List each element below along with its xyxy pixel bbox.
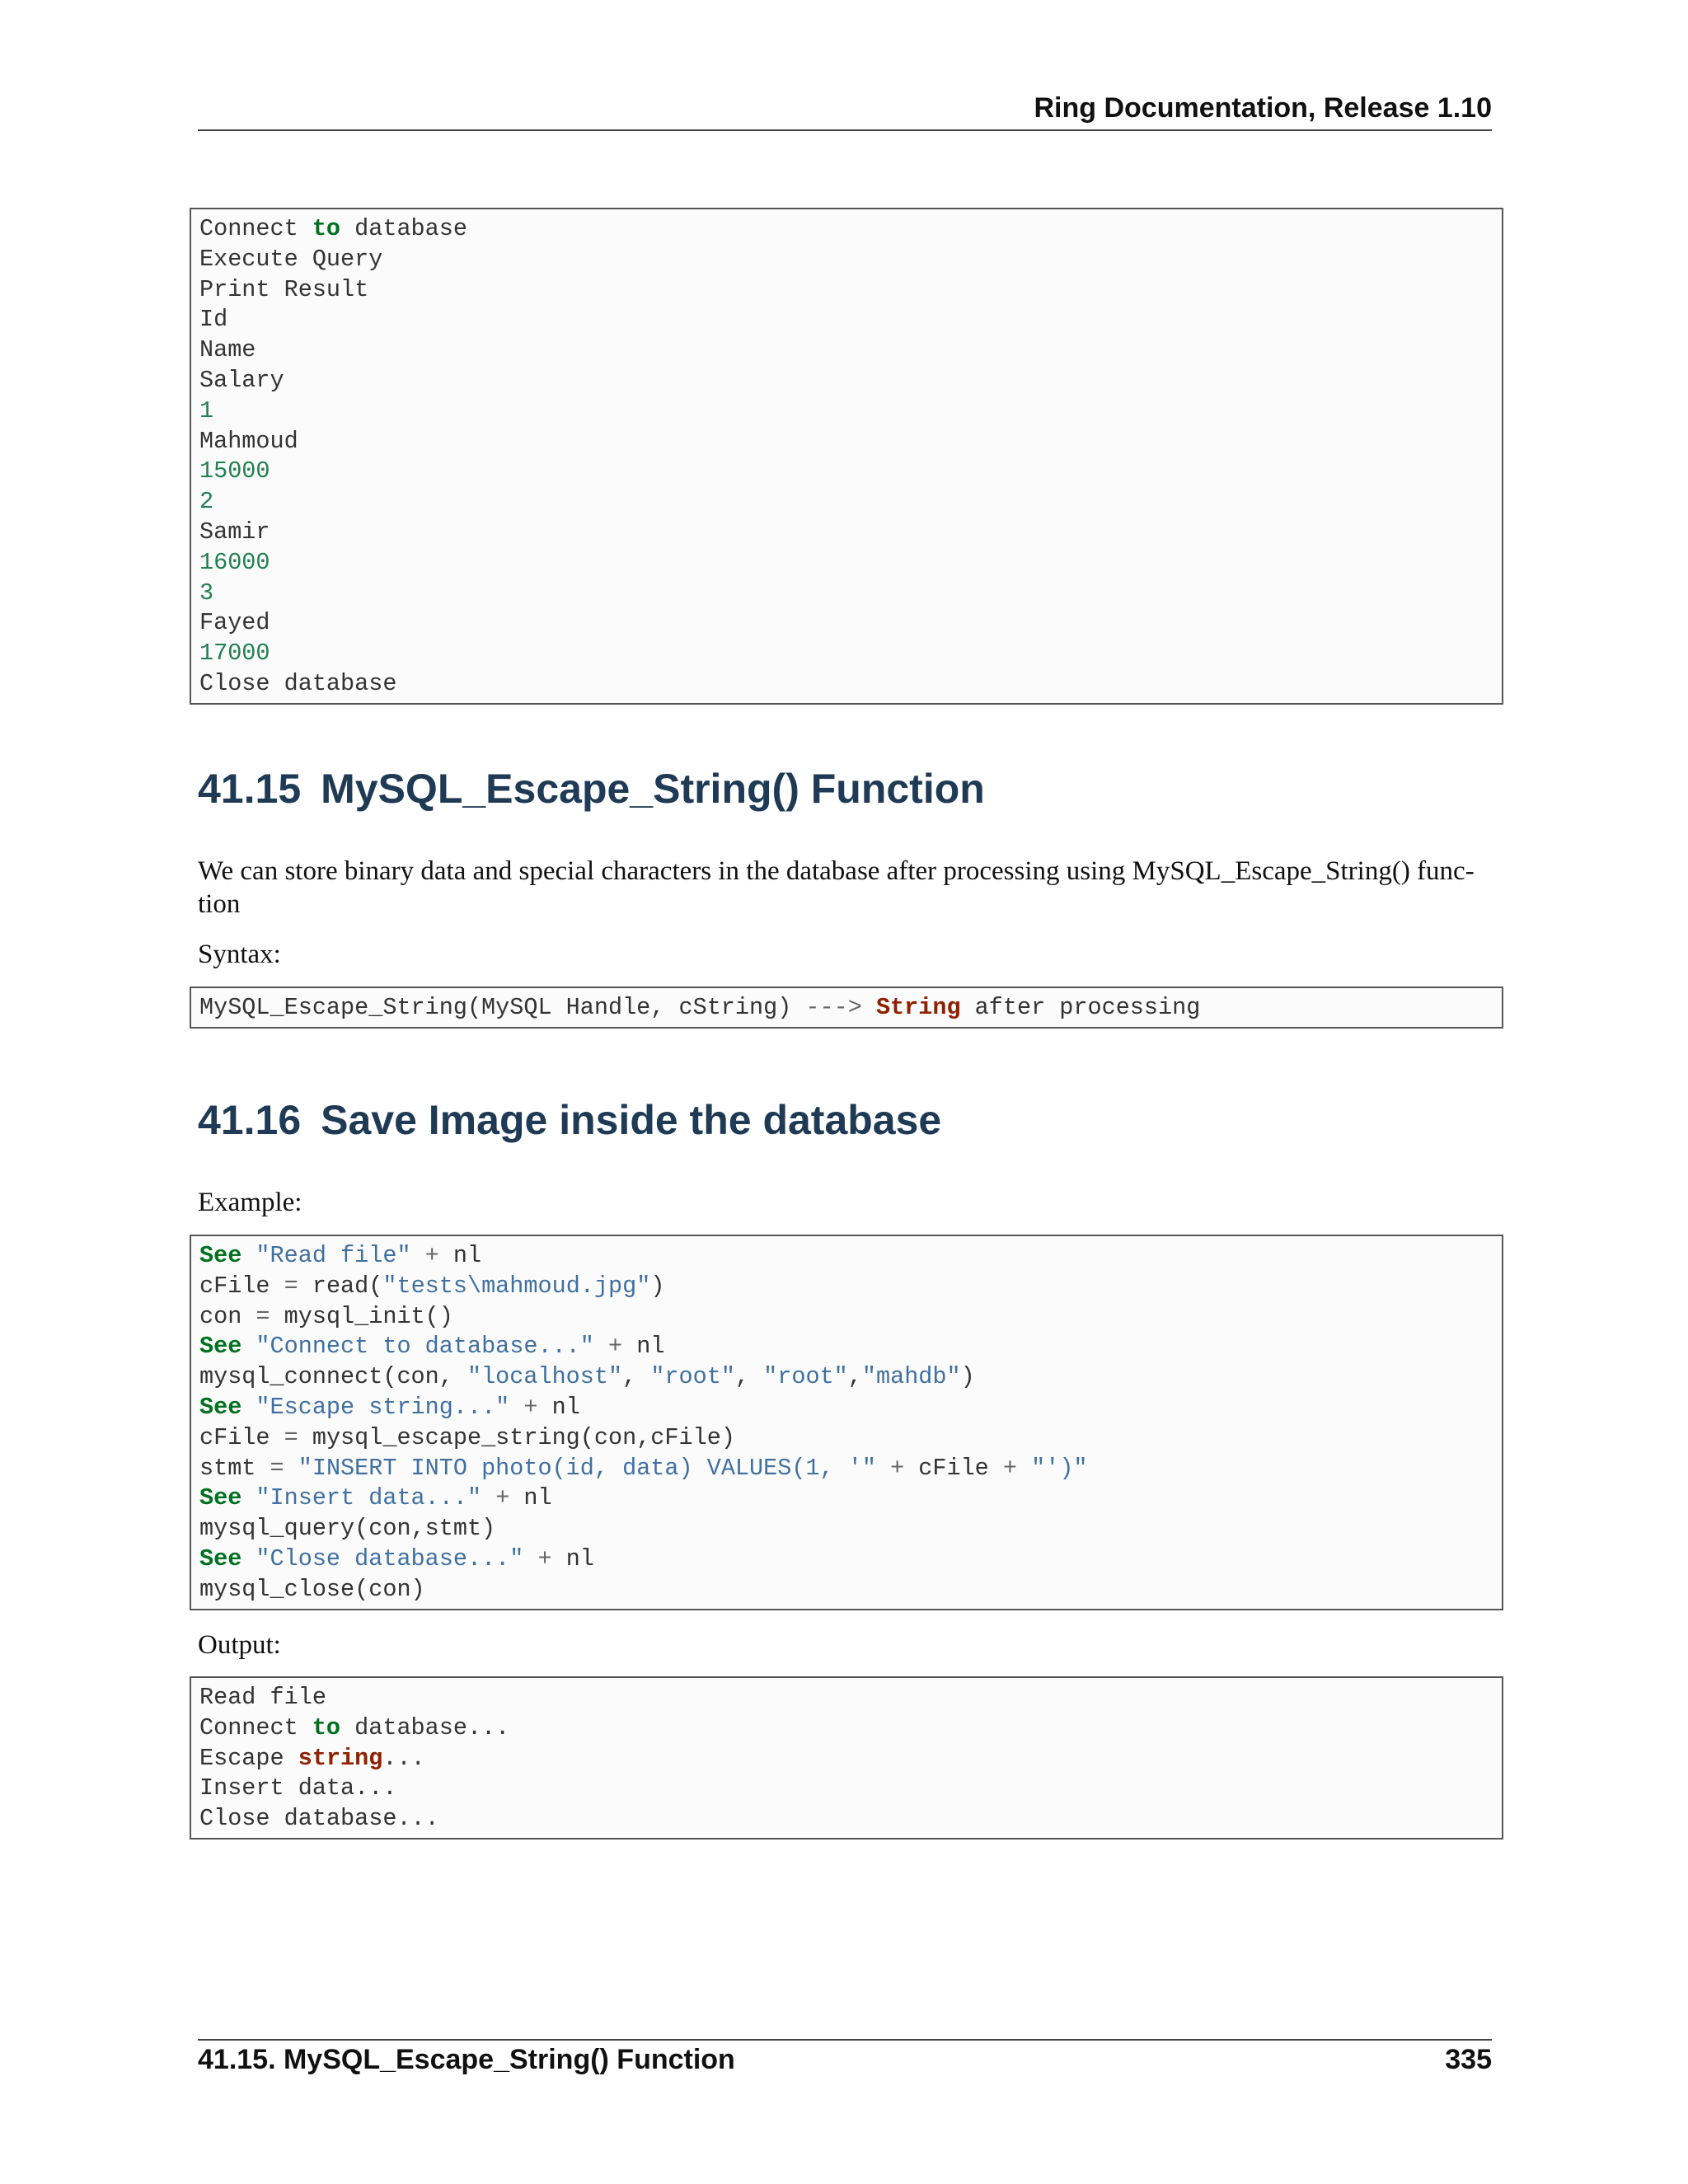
code-token: Print Result <box>199 275 369 303</box>
code-token: to <box>312 215 341 242</box>
code-token: 2 <box>199 488 214 516</box>
footer-rule <box>198 2039 1492 2041</box>
code-token: See <box>199 1242 242 1269</box>
code-token: Escape <box>199 1744 298 1772</box>
code-token: nl <box>622 1333 665 1361</box>
code-line <box>199 1744 1493 1774</box>
code-line <box>199 487 1493 518</box>
code-token: after processing <box>960 994 1201 1021</box>
code-token: = <box>256 1302 270 1330</box>
code-token: Id <box>199 306 228 334</box>
code-token: "Connect to database..." <box>256 1333 594 1361</box>
code-token: "Escape string..." <box>256 1393 510 1421</box>
code-token: mysql_escape_string(con,cFile) <box>298 1423 735 1451</box>
code-token: Connect <box>199 1713 312 1741</box>
code-token <box>241 1484 256 1511</box>
output-code-block-2 <box>190 1676 1503 1840</box>
code-token: mysql_connect(con, <box>199 1363 467 1391</box>
section-number: 41.15 <box>198 766 302 812</box>
code-token <box>411 1242 425 1269</box>
code-token: "mahdb" <box>861 1363 961 1391</box>
code-token: ... <box>382 1744 425 1772</box>
code-token <box>241 1242 256 1269</box>
code-line <box>199 1483 1493 1514</box>
section-heading-41-16 <box>198 1096 941 1144</box>
code-token: MySQL_Escape_String(MySQL Handle, cString) <box>199 994 806 1021</box>
code-line <box>199 366 1493 396</box>
section-paragraph <box>198 855 1492 921</box>
code-token: con <box>199 1302 256 1330</box>
code-line <box>199 1393 1493 1423</box>
code-token: nl <box>438 1242 482 1269</box>
code-token: , <box>847 1363 862 1391</box>
code-token: 16000 <box>199 548 270 576</box>
section-number: 41.16 <box>198 1097 302 1143</box>
code-line <box>199 305 1493 335</box>
code-token: See <box>199 1333 242 1361</box>
code-token: database <box>340 215 467 242</box>
code-token: String <box>875 994 961 1021</box>
code-token: nl <box>551 1544 594 1572</box>
code-token: read( <box>298 1272 383 1300</box>
code-token: to <box>312 1713 341 1741</box>
code-token: + <box>608 1333 623 1361</box>
code-token <box>509 1394 523 1421</box>
footer-section: 41.15. MySQL_Escape_String() Function <box>198 2044 735 2075</box>
code-line <box>199 993 1493 1024</box>
code-line <box>199 245 1493 275</box>
code-line <box>199 457 1493 487</box>
code-token: mysql_close(con) <box>199 1575 425 1603</box>
code-token: "Read file" <box>256 1242 411 1269</box>
section-title: Save Image inside the database <box>321 1097 942 1143</box>
example-code-block <box>190 1235 1503 1610</box>
code-line <box>199 1332 1493 1362</box>
code-line <box>199 1774 1493 1804</box>
code-token: + <box>424 1242 439 1269</box>
code-token: cFile <box>199 1272 284 1300</box>
code-token <box>1017 1455 1031 1482</box>
code-line <box>199 518 1493 548</box>
code-token <box>594 1333 608 1360</box>
code-token: + <box>495 1484 510 1512</box>
syntax-code-block <box>190 987 1503 1029</box>
code-token: ---> <box>805 994 862 1021</box>
code-token: Insert data... <box>199 1774 397 1802</box>
code-token: Close database <box>199 669 397 697</box>
code-line <box>199 548 1493 579</box>
code-token: + <box>1002 1454 1018 1482</box>
code-line <box>199 1683 1493 1713</box>
code-line <box>199 669 1493 700</box>
code-line <box>199 639 1493 669</box>
code-line <box>199 1454 1493 1484</box>
code-line <box>199 427 1493 457</box>
code-token: Samir <box>199 518 270 546</box>
code-token <box>523 1545 537 1572</box>
code-token <box>284 1455 298 1482</box>
code-token: + <box>523 1393 538 1421</box>
code-token: "localhost" <box>467 1363 623 1391</box>
code-token <box>241 1333 256 1360</box>
code-token: "Close database..." <box>256 1544 524 1572</box>
section-title: MySQL_Escape_String() Function <box>321 766 985 812</box>
code-token: ) <box>960 1363 975 1391</box>
code-token: = <box>270 1454 284 1482</box>
code-token <box>241 1545 256 1572</box>
code-token: "root" <box>763 1363 848 1391</box>
code-token: See <box>199 1393 242 1421</box>
code-token <box>241 1394 256 1421</box>
code-token: Fayed <box>199 609 270 637</box>
code-token: + <box>890 1454 905 1482</box>
running-header: Ring Documentation, Release 1.10 <box>1034 92 1492 124</box>
example-label: Example: <box>198 1188 302 1217</box>
code-line <box>199 1362 1493 1393</box>
code-line <box>199 608 1493 639</box>
code-line <box>199 335 1493 366</box>
code-token: 17000 <box>199 640 270 668</box>
code-token: "root" <box>650 1363 735 1391</box>
code-token: Read file <box>199 1684 326 1711</box>
code-line <box>199 1713 1493 1744</box>
code-token: nl <box>509 1484 552 1512</box>
code-token: Close database... <box>199 1805 439 1833</box>
syntax-label: Syntax: <box>198 940 281 969</box>
code-line <box>199 396 1493 427</box>
code-token: database... <box>340 1713 510 1741</box>
code-token: stmt <box>199 1454 270 1482</box>
code-line <box>199 579 1493 609</box>
code-token: mysql_init() <box>270 1302 453 1330</box>
code-token: + <box>537 1544 552 1572</box>
code-line <box>199 1544 1493 1575</box>
code-token: Mahmoud <box>199 427 298 455</box>
section-heading-41-15 <box>198 765 985 813</box>
code-token: mysql_query(con,stmt) <box>199 1515 496 1543</box>
code-token: cFile <box>199 1423 284 1451</box>
code-token: cFile <box>904 1454 1003 1482</box>
code-token: "INSERT INTO photo(id, data) VALUES(1, '" <box>298 1454 876 1482</box>
code-line <box>199 1302 1493 1333</box>
code-token: 15000 <box>199 457 270 485</box>
page-number: 335 <box>1445 2044 1492 2075</box>
code-token: , <box>734 1363 764 1391</box>
code-token <box>876 1455 890 1482</box>
paragraph-line: tion <box>198 889 241 919</box>
code-line <box>199 1804 1493 1835</box>
code-token: string <box>298 1744 383 1772</box>
code-token: 3 <box>199 579 214 607</box>
code-line <box>199 1272 1493 1302</box>
code-token: Salary <box>199 366 284 394</box>
code-token <box>481 1484 495 1511</box>
code-token: "Insert data..." <box>256 1484 482 1512</box>
code-line <box>199 1514 1493 1544</box>
output-code-block <box>190 208 1503 705</box>
code-token <box>862 994 876 1021</box>
code-line <box>199 1423 1493 1454</box>
code-token: Name <box>199 336 256 364</box>
code-token: 1 <box>199 396 214 424</box>
code-token: See <box>199 1544 242 1572</box>
header-rule <box>198 129 1492 131</box>
code-token: nl <box>537 1393 580 1421</box>
output-label: Output: <box>198 1630 281 1660</box>
code-token: ) <box>650 1272 665 1300</box>
code-line <box>199 214 1493 245</box>
code-token: , <box>622 1363 651 1391</box>
code-token: "')" <box>1031 1454 1088 1482</box>
paragraph-line: We can store binary data and special characters in the database after processing using MySQL_Escape_String() func- <box>198 856 1475 886</box>
code-line <box>199 275 1493 306</box>
code-token: = <box>284 1272 298 1300</box>
code-line <box>199 1575 1493 1605</box>
code-token: Execute Query <box>199 245 383 273</box>
code-token: Connect <box>199 215 312 242</box>
code-line <box>199 1241 1493 1272</box>
code-token: = <box>284 1423 298 1451</box>
code-token: See <box>199 1484 242 1512</box>
code-token: "tests\mahmoud.jpg" <box>382 1272 651 1300</box>
